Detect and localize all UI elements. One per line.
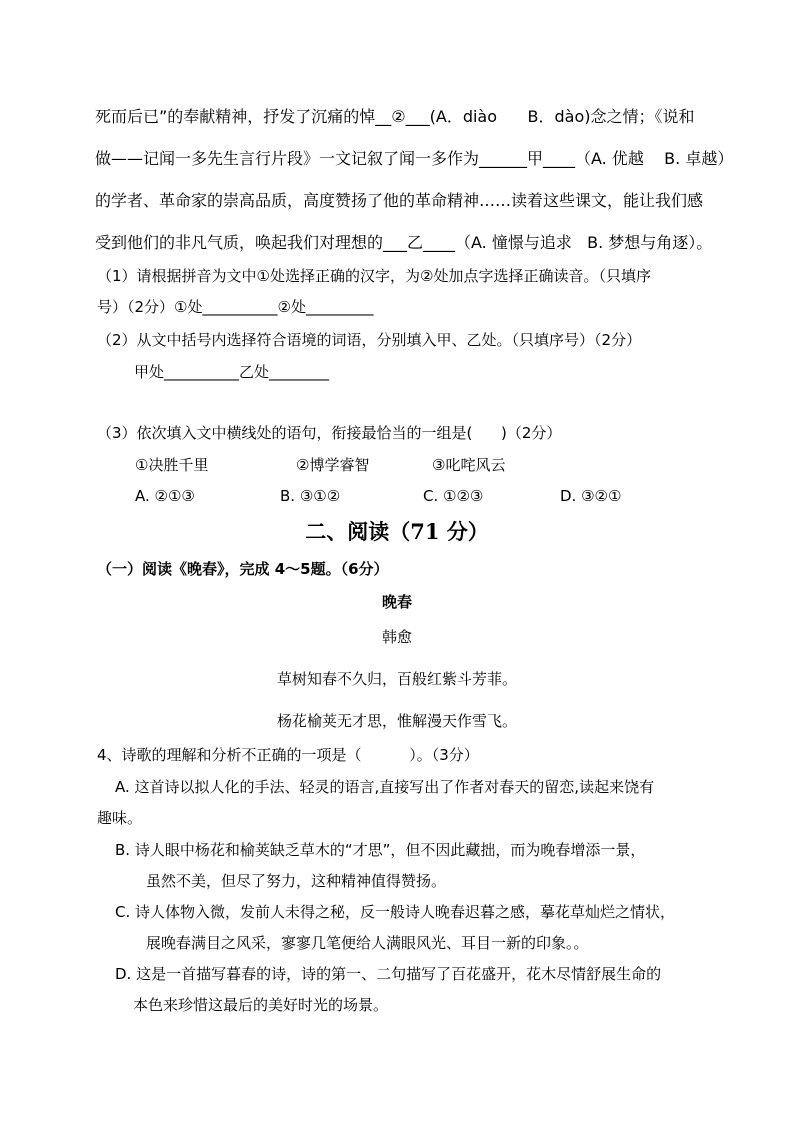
question-2-line-2: 甲处__________乙处________ (134, 363, 330, 381)
question-3-line-1: （3）依次填入文中横线处的语句，衔接最恰当的一组是( )（2分） (97, 424, 562, 442)
q4-option-a-line-1: A. 这首诗以拟人化的手法、轻灵的语言,直接写出了作者对春天的留恋,读起来饶有 (115, 778, 655, 796)
q3-option-b: B. ③①② (280, 487, 341, 505)
q4-option-b-line-2: 虽然不美，但尽了努力，这种精神值得赞扬。 (146, 872, 447, 890)
q3-option-a: A. ②①③ (135, 487, 195, 505)
passage-line-3: 的学者、革命家的崇高品质，高度赞扬了他的革命精神……读着这些课文，能让我们感 (95, 191, 704, 210)
section-2-subtitle: （一）阅读《晚春》，完成 4～5题。（6分） (97, 560, 389, 578)
poem-line-2: 杨花榆荚无才思，惟解漫天作雪飞。 (276, 712, 517, 730)
question-2-line-1: （2）从文中括号内选择符合语境的词语，分别填入甲、乙处。（只填序号）（2分） (97, 331, 642, 349)
q4-option-d-line-2: 本色来珍惜这最后的美好时光的场景。 (133, 996, 389, 1014)
passage-line-4: 受到他们的非凡气质，唤起我们对理想的___乙____（A. 憧憬与追求 B. 梦想与角逐）。 (95, 233, 713, 252)
q4-option-a-line-2: 趣味。 (97, 809, 143, 827)
poem-author: 韩愈 (381, 628, 412, 646)
poem-line-1: 草树知春不久归，百般红紫斗芳菲。 (276, 670, 517, 688)
poem-title: 晚春 (381, 593, 412, 611)
q3-phrase-1: ①决胜千里 (135, 456, 209, 474)
q3-phrase-2: ②博学睿智 (296, 456, 370, 474)
q4-option-c-line-2: 展晚春满目之风采，寥寥几笔便给人满眼风光、耳目一新的印象。。 (146, 934, 589, 952)
q3-option-d: D. ③②① (560, 487, 622, 505)
question-1-line-1: （1）请根据拼音为文中①处选择正确的汉字，为②处加点字选择正确读音。（只填序 (97, 267, 651, 285)
q3-option-c: C. ①②③ (423, 487, 484, 505)
question-1-line-2: 号）（2分）①处__________②处_________ (97, 298, 374, 316)
q4-option-d-line-1: D. 这是一首描写暮春的诗，诗的第一、二句描写了百花盛开，花木尽情舒展生命的 (115, 965, 662, 983)
q3-phrase-3: ③叱咤风云 (432, 456, 506, 474)
question-4-stem: 4、诗歌的理解和分析不正确的一项是（ ）。（3分） (97, 746, 479, 764)
passage-line-2: 做——记闻一多先生言行片段》一文记叙了闻一多作为______甲____（A. 优越 B. 卓越） (95, 149, 734, 168)
q4-option-b-line-1: B. 诗人眼中杨花和榆荚缺乏草木的“才思”，但不因此藏拙，而为晚春增添一景， (115, 841, 646, 859)
passage-line-1: 死而后已”的奉献精神，抒发了沉痛的悼__②___(A．diào B．dào)念之情；《说和 (95, 107, 695, 126)
section-2-title: 二、阅读（71 分） (305, 519, 489, 544)
q4-option-c-line-1: C. 诗人体物入微，发前人未得之秘，反一般诗人晚春迟暮之感，摹花草灿烂之情状， (115, 903, 676, 921)
